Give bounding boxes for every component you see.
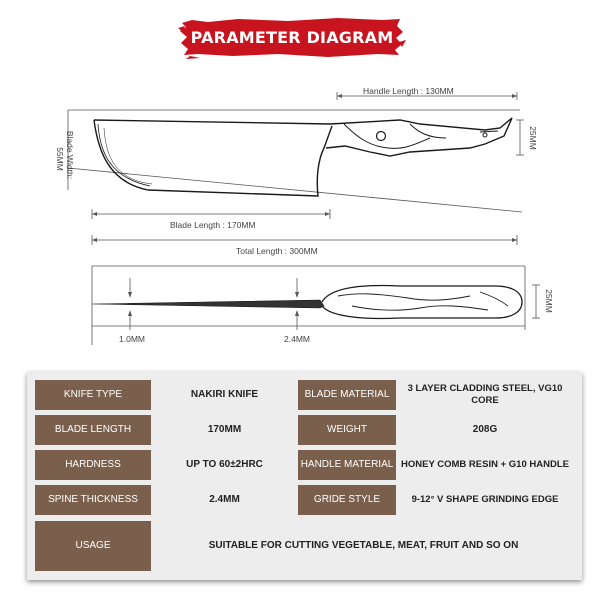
spec-value-blade-material: 3 LAYER CLADDING STEEL, VG10 CORE: [407, 383, 563, 406]
spec-value-gride-style: 9-12° V SHAPE GRINDING EDGE: [411, 494, 559, 505]
spec-key-spine-thickness: SPINE THICKNESS: [35, 485, 151, 515]
blade-length-label: Blade Length : 170MM: [170, 220, 256, 230]
edge-thickness-label: 1.0MM: [119, 334, 145, 344]
spec-value-usage: SUITABLE FOR CUTTING VEGETABLE, MEAT, FRUIT AND SO ON: [208, 540, 519, 551]
spec-key-gride-style: GRIDE STYLE: [298, 485, 396, 515]
handle-top-outline: [322, 286, 522, 319]
spec-key-blade-length: BLADE LENGTH: [35, 415, 151, 445]
spec-key-blade-material: BLADE MATERIAL: [298, 380, 396, 410]
handle-thickness-label: 25MM: [544, 289, 554, 313]
spec-key-knife-type: KNIFE TYPE: [35, 380, 151, 410]
page-title: PARAMETER DIAGRAM: [190, 27, 394, 47]
spec-value-hardness: UP TO 60±2HRC: [186, 459, 263, 470]
spec-value-spine-thickness: 2.4MM: [209, 494, 240, 505]
spine-thickness-label: 2.4MM: [284, 334, 310, 344]
blade-top-outline: [92, 300, 324, 308]
spec-key-usage: USAGE: [35, 521, 151, 571]
spec-table: [27, 372, 582, 580]
spec-value-weight: 208G: [472, 424, 498, 435]
spec-key-weight: WEIGHT: [298, 415, 396, 445]
spec-value-blade-length: 170MM: [207, 424, 242, 435]
spec-key-hardness: HARDNESS: [35, 450, 151, 480]
spec-key-handle-material: HANDLE MATERIAL: [298, 450, 396, 480]
total-length-label: Total Length : 300MM: [236, 246, 318, 256]
handle-height-label: 25MM: [528, 126, 538, 150]
spec-value-knife-type: NAKIRI KNIFE: [190, 389, 259, 400]
handle-length-label: Handle Length : 130MM: [363, 86, 454, 96]
blade-width-label: Blade Width:: [65, 130, 75, 180]
spec-value-handle-material: HONEY COMB RESIN + G10 HANDLE: [401, 459, 569, 470]
blade-width-value: 55MM: [55, 147, 65, 171]
